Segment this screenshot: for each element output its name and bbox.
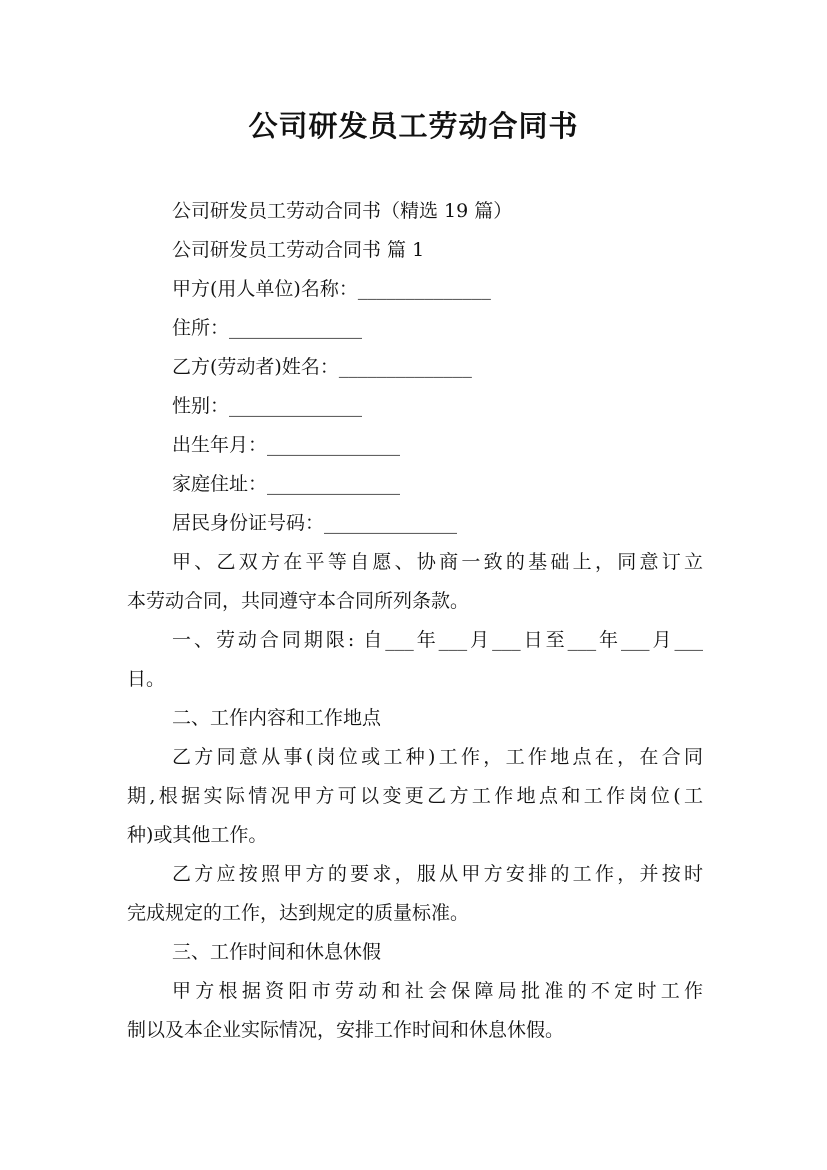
paragraph-line: 完成规定的工作，达到规定的质量标准。	[127, 902, 470, 924]
clause-heading: 三、工作时间和休息休假	[172, 941, 382, 963]
id-number-field: 居民身份证号码：______________	[172, 512, 458, 534]
paragraph-line: 制以及本企业实际情况，安排工作时间和休息休假。	[127, 1019, 565, 1041]
paragraph-line: 乙方同意从事(岗位或工种)工作，工作地点在，在合同	[172, 746, 703, 768]
section-heading: 公司研发员工劳动合同书 篇 1	[172, 239, 425, 261]
clause-1-line: 日。	[127, 668, 166, 690]
gender-field: 性别：______________	[172, 395, 363, 417]
clause-heading: 二、工作内容和工作地点	[172, 707, 382, 729]
paragraph-line: 本劳动合同，共同遵守本合同所列条款。	[127, 590, 470, 612]
paragraph-line: 期,根据实际情况甲方可以变更乙方工作地点和工作岗位(工	[127, 785, 703, 807]
home-address-field: 家庭住址：______________	[172, 473, 401, 495]
clause-1-line: 一、劳动合同期限: 自___年___月___日至___年___月___	[172, 629, 703, 651]
paragraph-line: 乙方应按照甲方的要求，服从甲方安排的工作，并按时	[172, 863, 703, 885]
party-b-name-field: 乙方(劳动者)姓名：______________	[172, 356, 472, 378]
birth-date-field: 出生年月：______________	[172, 434, 401, 456]
document-title: 公司研发员工劳动合同书	[248, 109, 579, 143]
paragraph-line: 甲、乙双方在平等自愿、协商一致的基础上，同意订立	[172, 551, 703, 573]
subtitle-line: 公司研发员工劳动合同书（精选 19 篇）	[172, 200, 513, 222]
party-a-name-field: 甲方(用人单位)名称：______________	[172, 278, 491, 300]
address-field: 住所：______________	[172, 317, 363, 339]
paragraph-line: 种)或其他工作。	[127, 824, 268, 846]
paragraph-line: 甲方根据资阳市劳动和社会保障局批准的不定时工作	[172, 980, 703, 1002]
